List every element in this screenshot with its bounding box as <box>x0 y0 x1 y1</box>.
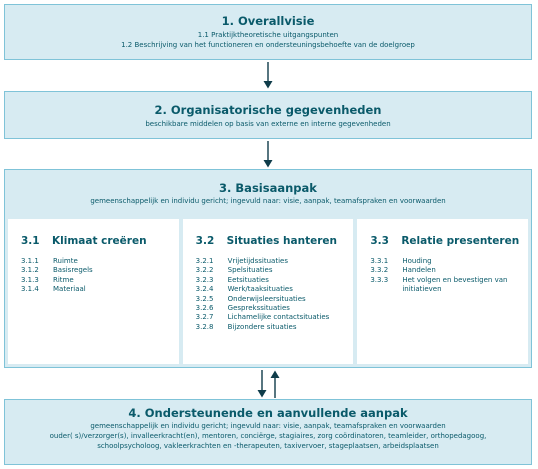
item-number: 3.2.7 <box>195 313 214 322</box>
supporting-approach-box <box>4 399 532 465</box>
organisational-line: beschikbare middelen op basis van externe en interne gegevenheden <box>145 120 391 128</box>
item-text: Lichamelijke contactsituaties <box>227 313 330 322</box>
item-number: 3.2.1 <box>195 257 214 265</box>
item-number: 3.2.2 <box>195 266 214 275</box>
basic-approach-box <box>4 169 532 368</box>
item-text: Materiaal <box>53 285 86 294</box>
item-text: Ritme <box>53 275 74 284</box>
list-item <box>196 257 354 266</box>
list-item <box>21 257 179 266</box>
item-text: Vrijetijdssituaties <box>227 257 288 265</box>
item-text: Bijzondere situaties <box>227 322 297 331</box>
overall-vision-box <box>4 4 532 60</box>
list-item <box>196 266 354 275</box>
basic-approach-line: gemeenschappelijk en individu gericht; ingevuld naar: visie, aanpak, teamafspraken en voorwaarden <box>90 197 446 205</box>
overall-vision-line: 1.1 Praktijktheoretische uitgangspunten <box>197 31 339 39</box>
column-number: 3.3 <box>370 235 389 247</box>
item-number: 3.2.3 <box>195 275 214 284</box>
column-title: Klimaat creëren <box>52 235 147 247</box>
column-title: Relatie presenteren <box>401 235 520 247</box>
column-climate <box>8 219 179 364</box>
item-text: Werk/taaksituaties <box>227 285 293 294</box>
list-item <box>196 285 354 294</box>
list-item <box>370 276 528 295</box>
list-item <box>21 276 179 285</box>
list-item <box>370 266 528 275</box>
column-heading <box>21 235 179 248</box>
item-text: Ruimte <box>53 257 78 265</box>
item-number: 3.2.5 <box>195 294 214 303</box>
item-number: 3.2.6 <box>195 304 214 313</box>
list-item <box>196 313 354 322</box>
supporting-approach-title: 4. Ondersteunende en aanvullende aanpak <box>128 406 408 420</box>
item-number: 3.2.8 <box>195 322 214 331</box>
organisational-title: 2. Organisatorische gegevenheden <box>154 103 382 117</box>
overall-vision-title: 1. Overallvisie <box>221 14 315 28</box>
item-text: Eetsituaties <box>227 275 269 284</box>
column-heading <box>370 235 528 248</box>
list-item <box>196 323 354 332</box>
item-number: 3.1.4 <box>21 285 39 294</box>
column-situations <box>183 219 354 364</box>
column-number: 3.2 <box>195 235 215 247</box>
item-text: Onderwijsleersituaties <box>227 294 306 303</box>
column-number: 3.1 <box>21 235 40 247</box>
supporting-approach-line: gemeenschappelijk en individu gericht; ingevuld naar: visie, aanpak, teamafspraken en voorwaarden <box>90 422 446 430</box>
list-item <box>21 285 179 294</box>
item-number: 3.3.1 <box>370 257 389 265</box>
item-text: Spelsituaties <box>227 266 273 275</box>
item-text: Basisregels <box>53 266 93 275</box>
item-text: Houding <box>402 257 432 265</box>
item-number: 3.3.3 <box>370 275 389 284</box>
basic-approach-title: 3. Basisaanpak <box>219 181 317 195</box>
list-item <box>196 295 354 304</box>
item-text: Handelen <box>402 266 436 275</box>
list-item <box>196 276 354 285</box>
list-item <box>370 257 528 266</box>
item-text: Gesprekssituaties <box>227 304 290 313</box>
supporting-approach-line: ouder( s)/verzorger(s), invalleerkracht(en), mentoren, conciërge, stagiaires, zorg coördinatoren, teamleider, orthopedagoog, <box>49 432 487 440</box>
supporting-approach-line: schoolpsycholoog, vakleerkrachten en -therapeuten, taxivervoer, stageplaatsen, arbeidsplaatsen <box>97 442 439 450</box>
organisational-box <box>4 91 532 139</box>
basic-approach-columns <box>8 219 528 364</box>
item-number: 3.3.2 <box>370 266 389 275</box>
item-number: 3.2.4 <box>195 285 214 294</box>
list-item <box>196 304 354 313</box>
overall-vision-line: 1.2 Beschrijving van het functioneren en ondersteuningsbehoefte van de doelgroep <box>121 41 415 49</box>
item-number: 3.1.3 <box>21 275 39 284</box>
column-heading <box>196 235 354 248</box>
column-relationship <box>357 219 528 364</box>
column-title: Situaties hanteren <box>226 235 338 247</box>
item-text: Het volgen en bevestigen van initiatieven <box>402 275 508 294</box>
item-number: 3.1.1 <box>21 257 39 265</box>
list-item <box>21 266 179 275</box>
item-number: 3.1.2 <box>21 266 39 275</box>
